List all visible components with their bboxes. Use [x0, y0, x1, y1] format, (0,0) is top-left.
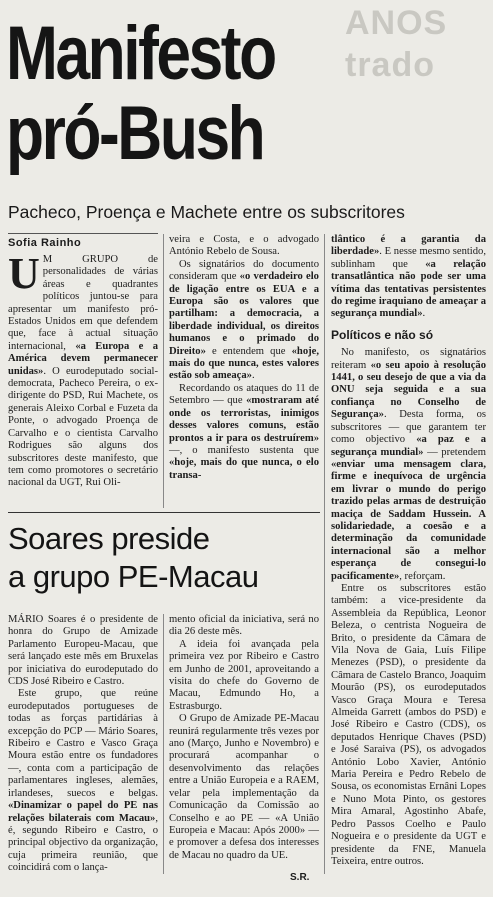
article-separator	[8, 512, 320, 513]
quote: «a relação transatlântica não pode ser uma vítima das tentativas persistentes do regime iraquiano de ameaçar a segurança mundial»	[331, 258, 486, 320]
article2-col1-p2	[8, 688, 158, 874]
article1-col1-text: M GRUPO de personalidades de várias áreas e quadrantes políticos juntou-se para apresentar um manifesto pró-Estados Unidos em que defendem que, face à actual situação internacional,	[8, 254, 158, 352]
article1-dropcap: U	[8, 249, 40, 298]
article1-byline: Sofia Rainho	[8, 237, 82, 249]
article2-col2-p2: O Grupo de Amizade PE-Macau reunirá regularmente três vezes por ano (Março, Junho e Novembro) e procurará acompanhar o desenvolvimento das relações entre a União Europeia e a RAEM, velar pela implementação da Comunicação da Comissão ao Conselho e ao PE — «A União Europeia e Macau: Após 2000» — e promover a defesa dos interesses de Macau no quadro da UE.	[169, 713, 319, 861]
text: Os signatários do documento consideram que	[169, 258, 319, 283]
quote: «hoje, mais do que nunca, estes valores estão sob ameaça»	[169, 345, 319, 382]
text: Este grupo, que reúne eurodeputados portugueses de todas as forças partidárias à excepção do PCP — Mário Soares, Ribeiro e Castro e Vasco Graça Moura estão entre os fundadores —, conta com a participação de parlamentares ingleses, alemães, irlandeses, suecos e belgas.	[8, 688, 158, 799]
quote: «mostraram até onde os terroristas, inimigos desses valores comuns, estão prontos a ir para os destruírem»	[169, 395, 320, 444]
quote: «enviar uma mensagem clara, firme e inequívoca de urgência em livrar o mundo do perigo trazido pelas armas de destruição maciça de Saddam Hussein. A solidariedade, a coesão e a determinação da comunidade internacional são a melhor esperança de consegui-lo pacificamente»	[331, 458, 486, 582]
article1-headline-line2: pró-Bush	[6, 91, 264, 176]
article2-col1-p1: MÁRIO Soares é o presidente de honra do Grupo de Amizade Parlamento Europeu-Macau, que será lançado este mês em Bruxelas por iniciativa do eurodeputado do CDS José Ribeiro e Castro.	[8, 614, 158, 688]
article1-subtitle: Pacheco, Proença e Machete entre os subscritores	[8, 202, 405, 222]
text: .	[251, 370, 255, 382]
text: .	[422, 308, 426, 320]
text: , é, segundo Ribeiro e Castro, o principal objectivo da organização, cuja primeira reunião, que coincidirá com o lança-	[8, 812, 158, 874]
article1-col3-p1	[331, 347, 486, 583]
article2-headline	[8, 520, 268, 596]
quote: «o verdadeiro elo de ligação entre os EUA e a Europa são os valores que partilham: a democracia, a liberdade individual, os direitos humanos e o primado do Direito»	[169, 271, 319, 357]
article2-column-2	[169, 614, 319, 862]
article1-col3-p0	[331, 234, 486, 321]
article1-col1-text-end: . O eurodeputado social-democrata, Pacheco Pereira, o ex-dirigente do PSD, Rui Machete, os generais Aleixo Corbal e Fuzeta da Ponte, o advogado Proença de Carvalho e o cientista Carvalho Rodrigues são alguns dos subscritores deste manifesto, que tem como promotores o secretário nacional da UGT, Rui Oli-	[8, 365, 158, 489]
article2-headline-line1: Soares preside	[8, 521, 210, 556]
text: , reforçam.	[399, 570, 446, 582]
article1-column-1	[8, 249, 158, 490]
article2-col2-p1: A ideia foi avançada pela primeira vez por Ribeiro e Castro em Junho de 2001, aproveitando a visita do chefe do Governo de Macau, Edmundo Ho, a Estrasburgo.	[169, 638, 319, 712]
column-divider	[163, 614, 164, 874]
article1-col1-quote: «a Europa e a América devem permanecer unidas»	[8, 340, 158, 377]
text: e entendem que	[205, 345, 292, 357]
text: . Desta forma, os subscritores — que garantem ter como objectivo	[331, 409, 486, 446]
article2-signature: S.R.	[290, 872, 310, 883]
article1-col3-p2: Entre os subscritores estão também: a vice-presidente da Assembleia da República, Leonor Beleza, o centrista Nogueira de Brito, o presidente da Câmara de Vila Nova de Gaia, Luís Filipe Menezes (PSD), o presidente da Câmara de Castelo Branco, Joaquim Mourão (PS), os eurodeputados Vasco Graça Moura e Teresa Almeida Garrett (ambos do PSD) e José Ribeiro e Castro (CDS), os deputados Henrique Chaves (PSD) e José Saraiva (PS), os advogados António Lobo Xavier, António Maria Pereira e Pedro Rebelo de Sousa, os economistas Ernâni Lopes e Nuno Mota Pinto, os gestores Mira Amaral, Agostinho Abafe, Pedro Passos Coelho e Paulo Nogueira e o presidente da UGT e presidente da FNE, Manuela Teixeira, entre outros.	[331, 582, 486, 867]
article1-headline-line1: Manifesto	[6, 11, 275, 96]
quote: «hoje, mais do que nunca, o elo transa-	[169, 457, 319, 481]
article2-col2-p0: mento oficial da iniciativa, será no dia 26 deste mês.	[169, 614, 319, 638]
column-divider	[324, 234, 325, 874]
article1-headline	[6, 11, 367, 176]
text: —, o manifesto sustenta que	[169, 444, 319, 456]
article1-col2-p0: veira e Costa, e o advogado António Rebelo de Sousa.	[169, 234, 319, 258]
article1-col1-paragraph	[8, 249, 158, 490]
article2-column-1	[8, 614, 158, 875]
column-divider	[163, 234, 164, 508]
text: Recordando os ataques do 11 de Setembro — que	[169, 382, 319, 407]
quote: tlântico é a garantia da liberdade»	[331, 234, 486, 258]
article1-section-subhead: Políticos e não só	[331, 327, 434, 342]
article1-column-3	[331, 234, 486, 868]
quote: «Dinamizar o papel do PE nas relações bilaterais com Macau»	[8, 800, 158, 824]
text: — pretendem	[423, 446, 486, 458]
article1-col2-p1	[169, 259, 319, 383]
text: No manifesto, os signatários reiteram	[331, 347, 486, 371]
article1-column-2	[169, 234, 319, 482]
background-bleed-text: ANOS trado	[345, 4, 448, 84]
article1-col2-p2	[169, 383, 319, 482]
byline-rule	[8, 233, 158, 234]
quote: «a paz e a segurança mundial»	[331, 434, 486, 458]
article2-headline-line2: a grupo PE-Macau	[8, 559, 259, 594]
text: . E nesse mesmo sentido, sublinham que	[331, 246, 486, 270]
quote: «o seu apoio à resolução 1441, o seu desejo de que a via da ONU seja seguida e a sua confiança no Conselho de Segurança»	[331, 359, 486, 421]
